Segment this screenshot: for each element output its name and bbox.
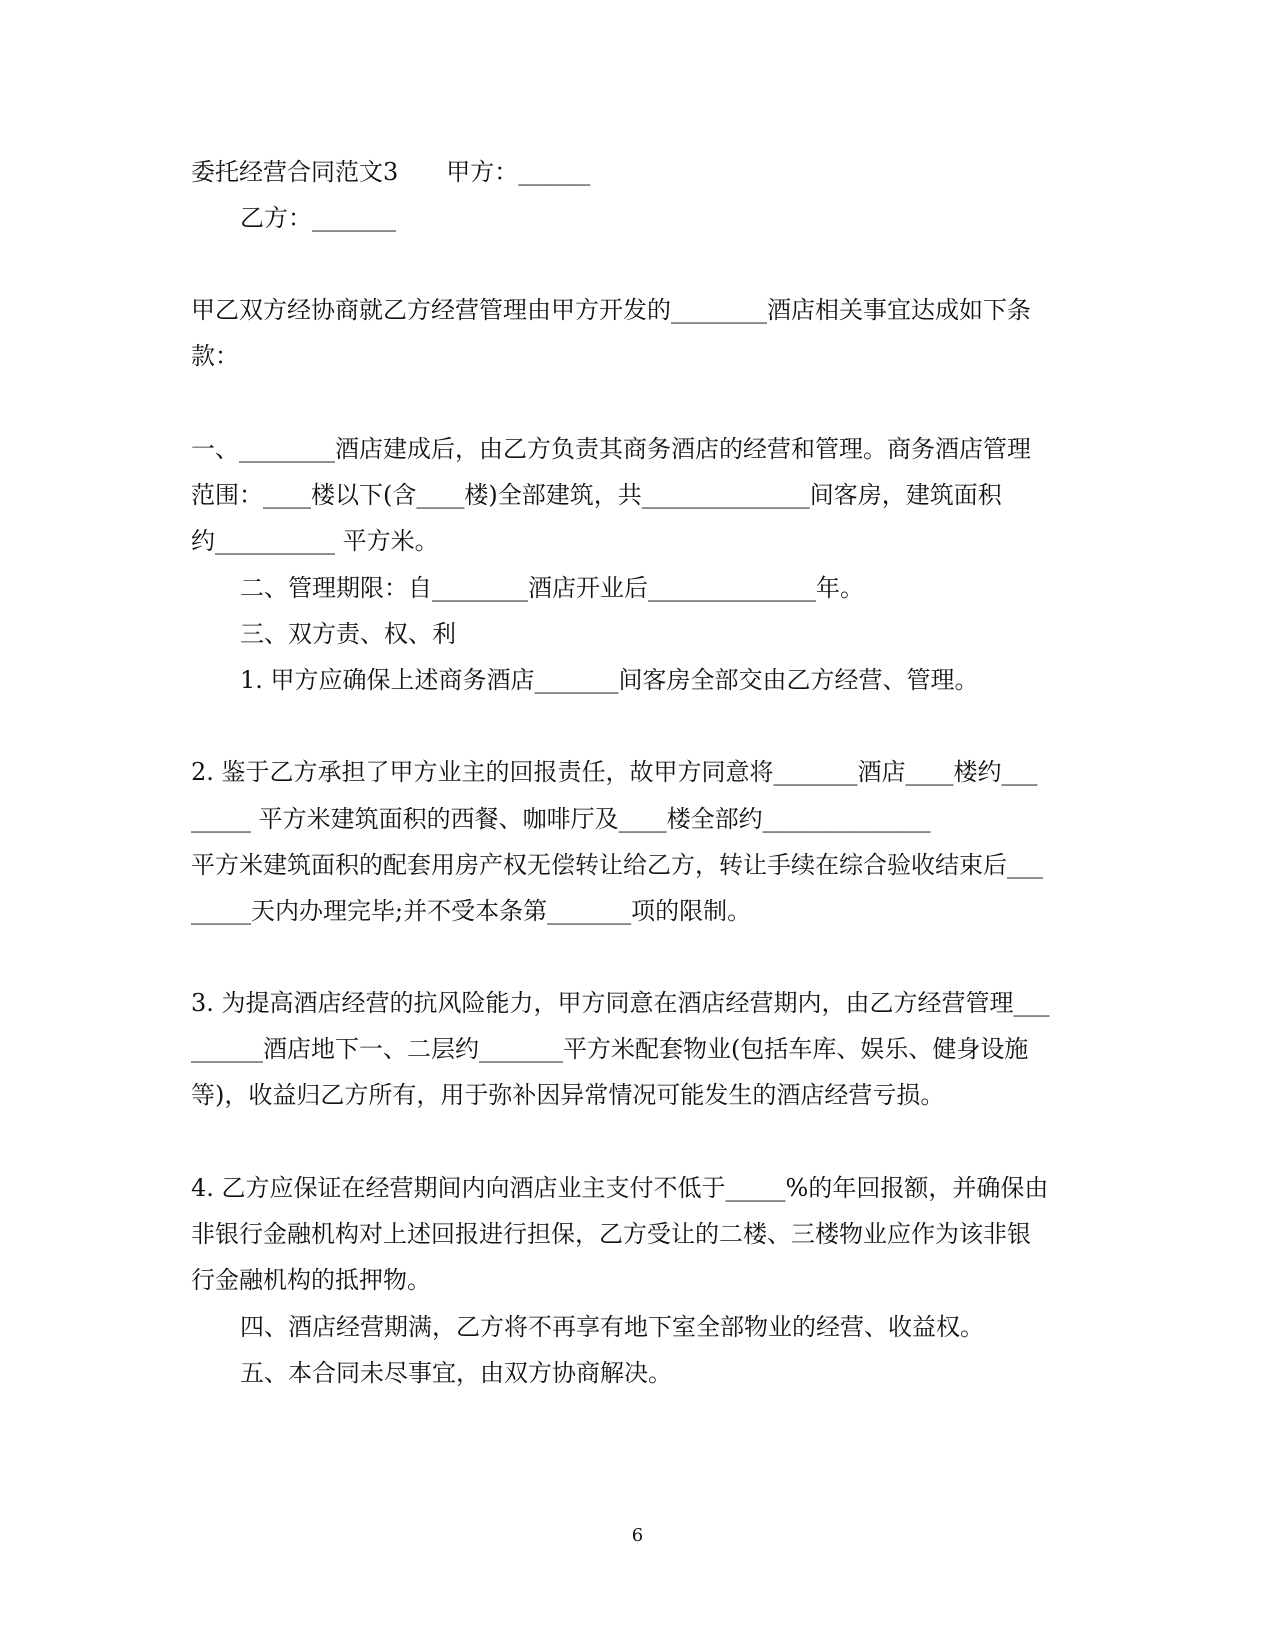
- item-1-line: 1. 甲方应确保上述商务酒店_______间客房全部交由乙方经营、管理。: [240, 666, 979, 694]
- item-2-line-4: _____天内办理完毕;并不受本条第_______项的限制。: [191, 897, 752, 925]
- item-3-line-1: 3. 为提高酒店经营的抗风险能力，甲方同意在酒店经营期内，由乙方经营管理___: [191, 989, 1050, 1017]
- clause-5-line: 五、本合同未尽事宜，由双方协商解决。: [240, 1359, 672, 1387]
- title-line: 委托经营合同范文3 甲方：______: [191, 158, 591, 186]
- clause-4-line: 四、酒店经营期满，乙方将不再享有地下室全部物业的经营、收益权。: [240, 1313, 984, 1341]
- clause-1-line-3: 约__________ 平方米。: [191, 527, 439, 555]
- party-b-line: 乙方：_______: [240, 204, 396, 232]
- page-number: 6: [631, 1525, 644, 1546]
- clause-1-line-2: 范围：____楼以下(含____楼)全部建筑，共______________间客房，建筑面积: [191, 481, 1002, 509]
- clause-1-line-1: 一、________酒店建成后，由乙方负责其商务酒店的经营和管理。商务酒店管理: [191, 435, 1031, 463]
- intro-line-1: 甲乙双方经协商就乙方经营管理由甲方开发的________酒店相关事宜达成如下条: [191, 296, 1031, 324]
- item-2-line-1: 2. 鉴于乙方承担了甲方业主的回报责任，故甲方同意将_______酒店____楼约___: [191, 758, 1038, 786]
- clause-3-heading: 三、双方责、权、利: [240, 620, 456, 648]
- clause-2-line: 二、管理期限：自________酒店开业后______________年。: [240, 574, 864, 602]
- item-3-line-2: ______酒店地下一、二层约_______平方米配套物业(包括车库、娱乐、健身设施: [191, 1035, 1029, 1063]
- item-4-line-3: 行金融机构的抵押物。: [191, 1266, 431, 1294]
- item-2-line-2: _____ 平方米建筑面积的西餐、咖啡厅及____楼全部约______________: [191, 805, 931, 833]
- item-2-line-3: 平方米建筑面积的配套用房产权无偿转让给乙方，转让手续在综合验收结束后___: [191, 851, 1043, 879]
- intro-line-2: 款：: [191, 342, 239, 370]
- item-4-line-2: 非银行金融机构对上述回报进行担保，乙方受让的二楼、三楼物业应作为该非银: [191, 1220, 1031, 1248]
- item-3-line-3: 等)，收益归乙方所有，用于弥补因异常情况可能发生的酒店经营亏损。: [191, 1081, 945, 1109]
- item-4-line-1: 4. 乙方应保证在经营期间内向酒店业主支付不低于_____%的年回报额，并确保由: [191, 1174, 1049, 1202]
